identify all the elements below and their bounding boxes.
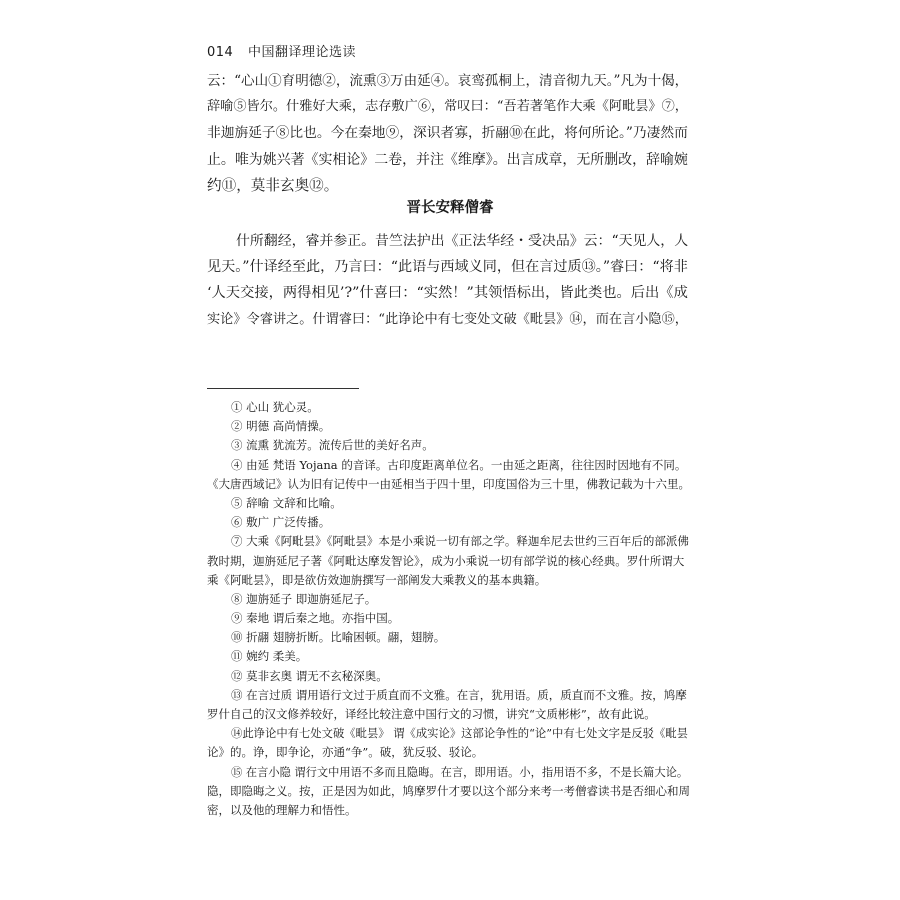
footnote-line: ⑫ 莫非玄奥 谓无不玄秘深奥。 bbox=[231, 668, 388, 683]
paragraph-1 bbox=[207, 68, 693, 199]
footnote-line: ⑦ 大乘《阿毗昙》《阿毗昙》本是小乘说一切有部之学。释迦牟尼去世约三百年后的部派佛 bbox=[231, 534, 689, 549]
paragraph-line: 止。唯为姚兴著《实相论》二卷，并注《维摩》。出言成章，无所删改，辞喻婉 bbox=[207, 151, 688, 168]
footnote-line: 教时期，迦旃延尼子著《阿毗达摩发智论》，成为小乘说一切有部学说的核心经典。罗什所谓大 bbox=[207, 553, 685, 568]
paragraph-line: ‘人天交接，两得相见’?”什喜曰：“实然！”其领悟标出，皆此类也。后出《成 bbox=[207, 285, 688, 302]
footnote-line: 乘《阿毗昙》，即是欲仿效迦旃撰写一部阐发大乘教义的基本典籍。 bbox=[207, 572, 547, 587]
footnote-line: ⑩ 折翮 翅膀折断。比喻困顿。翮，翅膀。 bbox=[231, 630, 446, 645]
footnote-line: 密，以及他的理解力和悟性。 bbox=[207, 802, 357, 817]
footnote-line: ⑮ 在言小隐 谓行文中用语不多而且隐晦。在言，即用语。小，指用语不多，不是长篇大论。 bbox=[231, 765, 689, 779]
footnote-line: ⑨ 秦地 谓后秦之地。亦指中国。 bbox=[231, 611, 400, 626]
footnote-line: ⑪ 婉约 柔美。 bbox=[231, 649, 308, 664]
footnote-line: ③ 流熏 犹流芳。流传后世的美好名声。 bbox=[231, 438, 434, 453]
footnote-line: ⑧ 迦旃延子 即迦旃延尼子。 bbox=[231, 591, 377, 606]
footnote-line: ④ 由延 梵语 Yojana 的音译。古印度距离单位名。一由延之距离，往往因时因地有不同。 bbox=[231, 457, 687, 472]
book-title: 中国翻译理论选读 bbox=[247, 45, 356, 60]
footnote-line: 论》的。诤，即争论，亦通“争”。破，犹反驳、驳论。 bbox=[207, 745, 484, 760]
paragraph-2 bbox=[207, 228, 693, 333]
footnote-line: 《大唐西域记》认为旧有记传中一由延相当于四十里，印度国俗为三十里，佛教记载为十六里。 bbox=[207, 476, 690, 491]
paragraph-line: 见天。”什译经至此，乃言曰：“此语与西域义同，但在言过质⑬。”睿曰：“将非 bbox=[207, 259, 688, 276]
running-header bbox=[207, 41, 356, 60]
footnote-line: ⑭此诤论中有七处文破《毗昙》 谓《成实论》这部论争性的“论”中有七处文字是反驳《毗昙 bbox=[231, 726, 688, 741]
footnotes bbox=[207, 398, 693, 820]
paragraph-line: 云：“心山①育明德②，流熏③万由延④。哀鸾孤桐上，清音彻九天。”凡为十偈， bbox=[207, 73, 689, 89]
footnote-line: ② 明德 高尚情操。 bbox=[231, 419, 331, 434]
paragraph-line: 约⑪，莫非玄奥⑫。 bbox=[207, 176, 339, 194]
paragraph-line: 实论》令睿讲之。什谓睿曰：“此诤论中有七变处文破《毗昙》⑭，而在言小隐⑮， bbox=[207, 311, 688, 327]
footnote-divider bbox=[207, 388, 359, 389]
footnote-line: ⑤ 辞喻 文辞和比喻。 bbox=[231, 495, 342, 510]
footnote-line: ⑥ 敷广 广泛传播。 bbox=[231, 515, 331, 530]
footnote-line: ① 心山 犹心灵。 bbox=[231, 400, 319, 414]
paragraph-line: 辞喻⑤皆尔。什雅好大乘，志存敷广⑥，常叹曰：“吾若著笔作大乘《阿毗昙》⑦， bbox=[207, 99, 688, 115]
footnote-line: 罗什自己的汉文修养较好，译经比较注意中国行文的习惯，讲究“文质彬彬”，故有此说。 bbox=[207, 707, 656, 721]
paragraph-line: 什所翻经，睿并参正。昔竺法护出《正法华经・受决品》云：“天见人，人 bbox=[236, 233, 689, 249]
section-title: 晋长安释僧睿 bbox=[406, 200, 494, 216]
footnote-line: ⑬ 在言过质 谓用语行文过于质直而不文雅。在言，犹用语。质，质直而不文雅。按，鸠摩 bbox=[231, 687, 687, 702]
page-number: 014 bbox=[207, 45, 234, 60]
footnote-line: 隐，即隐晦之义。按，正是因为如此，鸠摩罗什才要以这个部分来考一考僧睿读书是否细心和周 bbox=[207, 783, 690, 798]
paragraph-line: 非迦旃延子⑧比也。今在秦地⑨，深识者寡，折翮⑩在此，将何所论。”乃凄然而 bbox=[207, 125, 688, 142]
